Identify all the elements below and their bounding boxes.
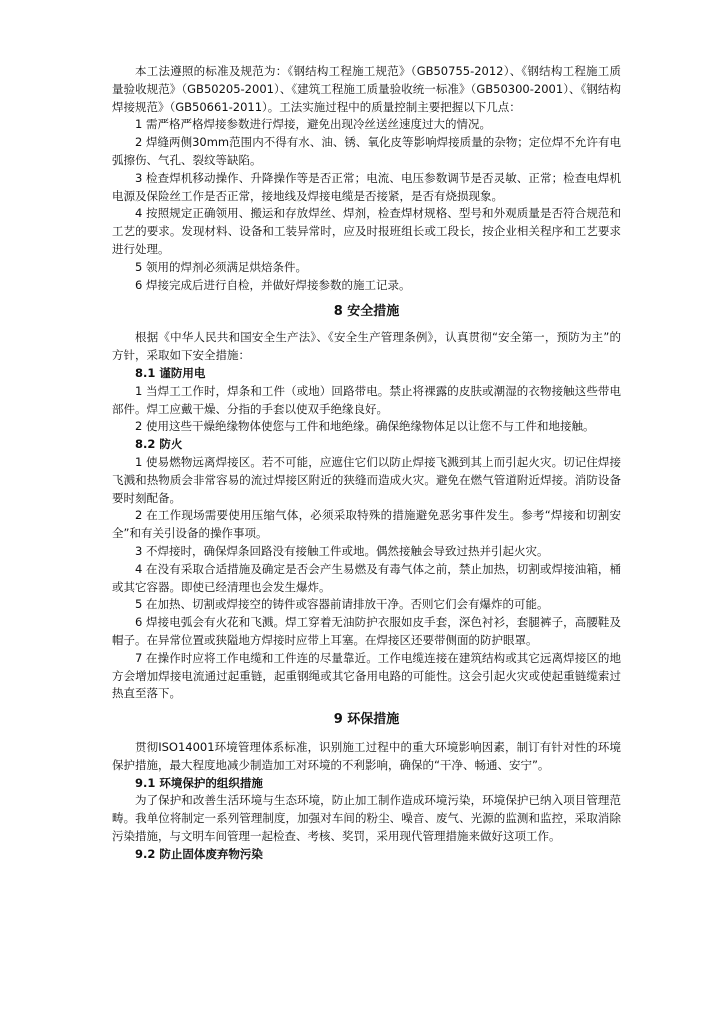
list-item: 2 在工作现场需要使用压缩气体，必须采取特殊的措施避免恶劣事件发生。参考“焊接和切割安全”和有关引设备的操作事项。: [112, 508, 621, 541]
list-item: 4 按照规定正确领用、搬运和存放焊丝、焊剂，检查焊材规格、型号和外观质量是否符合规范和工艺的要求。发现材料、设备和工装异常时，应及时报班组长或工段长，按企业相关程序和工艺要求进行处理。: [112, 206, 621, 256]
subsection-heading-fire: 8.2 防火: [135, 437, 183, 452]
list-item: 5 领用的焊剂必须满足烘焙条件。: [135, 259, 307, 274]
list-item: 3 检查焊机移动操作、升降操作等是否正常；电流、电压参数调节是否灵敏、正常；检查电焊机电源及保险丝工作是否正常，接地线及焊接电缆是否接紧，是否有烧损现象。: [112, 170, 621, 203]
section-heading-safety: 8 安全措施: [333, 304, 400, 320]
list-item: 7 在操作时应将工作电缆和工件连的尽量靠近。工作电缆连接在建筑结构或其它远离焊接区的地方会增加焊接电流通过起重链，起重钢绳或其它备用电路的可能性。这会引起火灾或使起重链缆索过热直至落下。: [112, 650, 621, 701]
list-item: 2 使用这些干燥绝缘物体使您与工件和地绝缘。确保绝缘物体足以让您不与工件和地接触。: [135, 419, 595, 434]
subsection-heading-solid-waste: 9.2 防止固体废弃物污染: [135, 846, 263, 861]
list-item: 4 在没有采取合适措施及确定是否会产生易燃及有毒气体之前，禁止加热，切割或焊接油箱，桶或其它容器。即使已经清理也会发生爆炸。: [112, 561, 621, 594]
section-heading-environment: 9 环保措施: [333, 712, 400, 728]
list-item: 1 需严格严格焊接参数进行焊接，避免出现冷丝送丝速度过大的情况。: [135, 117, 491, 132]
list-item: 2 焊缝两侧30mm范围内不得有水、油、锈、氧化皮等影响焊接质量的杂物；定位焊不允许有电弧擦伤、气孔、裂纹等缺陷。: [112, 135, 621, 167]
subsection-paragraph: 为了保护和改善生活环境与生态环境，防止加工制作造成环境污染，环境保护已纳入项目管理范畴。我单位将制定一系列管理制度，加强对车间的粉尘、噪音、废气、光源的监测和监控，采取消除污染措施，与文明车间管理一起检查、考核、奖罚，采用现代管理措施来做好这项工作。: [112, 793, 621, 844]
list-item: 3 不焊接时，确保焊条回路没有接触工件或地。偶然接触会导致过热并引起火灾。: [135, 543, 549, 558]
subsection-heading-organization: 9.1 环境保护的组织措施: [135, 775, 263, 790]
list-item: 1 当焊工工作时，焊条和工件（或地）回路带电。禁止将裸露的皮肤或潮湿的衣物接触这些带电部件。焊工应戴干燥、分指的手套以使双手绝缘良好。: [112, 383, 621, 416]
section-intro: 贯彻ISO14001环境管理体系标准，识别施工过程中的重大环境影响因素，制订有针对性的环境保护措施，最大程度地减少制造加工对环境的不利影响，确保的“干净、畅通、安宁”。: [112, 740, 621, 772]
list-item: 5 在加热、切割或焊接空的铸件或容器前请排放干净。否则它们会有爆炸的可能。: [135, 597, 549, 612]
list-item: 1 使易燃物远离焊接区。若不可能，应遮住它们以防止焊接飞溅到其上而引起火灾。切记住焊接飞溅和热物质会非常容易的流过焊接区附近的狭缝而造成火灾。避免在燃气管道附近焊接。消防设备要时刻配备。: [112, 454, 621, 505]
subsection-heading-electrical: 8.1 谨防用电: [135, 365, 206, 380]
list-item: 6 焊接完成后进行自检，并做好焊接参数的施工记录。: [135, 277, 411, 292]
intro-paragraph: 本工法遵照的标准及规范为：《钢结构工程施工规范》（GB50755-2012）、《钢结构工程施工质量验收规范》（GB50205-2001）、《建筑工程施工质量验收统一标准》（GB50300-2001）、《钢结构焊接规范》（GB50661-2011）。工法实施过程中的质量控制主要把握以下几点：: [112, 64, 621, 114]
list-item: 6 焊接电弧会有火花和飞溅。焊工穿着无油防护衣服如皮手套，深色衬衫，套腿裤子，高腰鞋及帽子。在异常位置或狭隘地方焊接时应带上耳塞。在焊接区还要带侧面的防护眼罩。: [112, 615, 621, 647]
section-intro: 根据《中华人民共和国安全生产法》、《安全生产管理条例》，认真贯彻“安全第一，预防为主”的方针，采取如下安全措施：: [112, 330, 621, 363]
